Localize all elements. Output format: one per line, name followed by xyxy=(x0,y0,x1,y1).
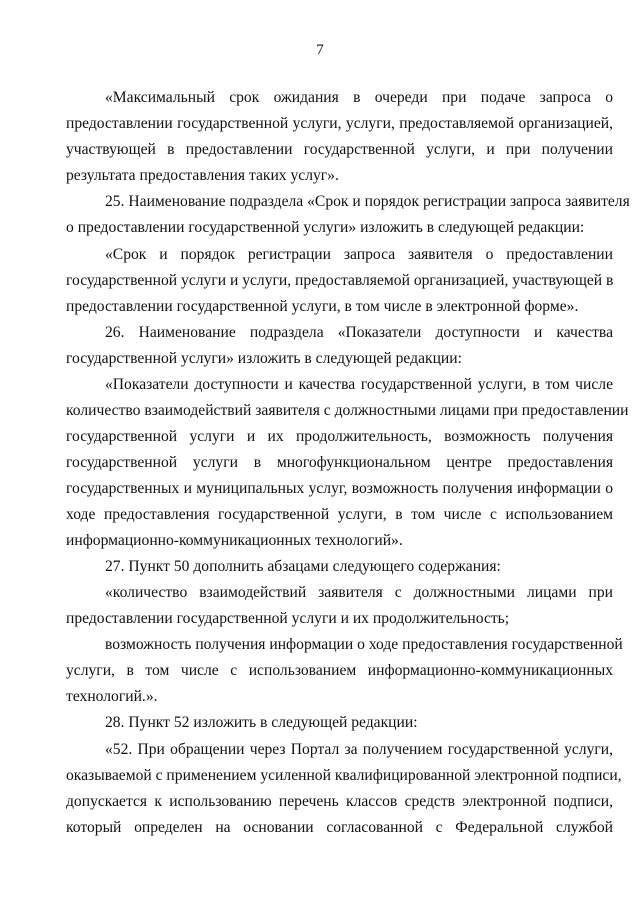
text-line: о предоставлении государственной услуги» изложить в следующей редакции: xyxy=(66,219,585,236)
page-number: 7 xyxy=(316,42,324,58)
text-line: услуги, в том числе с использованием информационно-коммуникационных xyxy=(66,662,613,679)
text-line: «52. При обращении через Портал за получением государственной услуги, xyxy=(105,741,613,758)
text-line: возможность получения информации о ходе предоставления государственной xyxy=(105,636,623,653)
text-line: государственной услуги и их продолжительность, возможность получения xyxy=(66,428,613,445)
text-line: 26. Наименование подраздела «Показатели доступности и качества xyxy=(105,324,613,341)
text-line: технологий.». xyxy=(66,688,158,705)
text-line: количество взаимодействий заявителя с должностными лицами при предоставлении xyxy=(66,402,629,419)
text-line: который определен на основании согласованной с Федеральной службой xyxy=(66,819,613,836)
text-line: «Показатели доступности и качества государственной услуги, в том числе xyxy=(105,376,613,393)
text-line: результата предоставления таких услуг». xyxy=(66,167,339,184)
text-line: государственной услуги в многофункциональном центре предоставления xyxy=(66,454,613,471)
text-line: 27. Пункт 50 дополнить абзацами следующего содержания: xyxy=(105,558,501,575)
text-line: предоставлении государственной услуги и их продолжительность; xyxy=(66,610,510,627)
text-line: государственных и муниципальных услуг, возможность получения информации о xyxy=(66,480,613,497)
text-line: допускается к использованию перечень классов средств электронной подписи, xyxy=(66,793,613,810)
text-line: предоставлении государственной услуги, в том числе в электронной форме». xyxy=(66,298,579,315)
text-line: участвующей в предоставлении государственной услуги, и при получении xyxy=(66,141,613,158)
text-line: предоставлении государственной услуги, услуги, предоставляемой организацией, xyxy=(66,115,613,132)
text-line: государственной услуги и услуги, предоставляемой организацией, участвующей в xyxy=(66,272,614,289)
text-line: государственной услуги» изложить в следующей редакции: xyxy=(66,350,462,367)
text-line: оказываемой с применением усиленной квалифицированной электронной подписи, xyxy=(66,767,622,784)
text-line: 25. Наименование подраздела «Срок и порядок регистрации запроса заявителя xyxy=(105,193,630,210)
text-line: информационно-коммуникационных технологий». xyxy=(66,532,403,549)
text-line: «Максимальный срок ожидания в очереди при подаче запроса о xyxy=(105,89,613,106)
text-line: «Срок и порядок регистрации запроса заявителя о предоставлении xyxy=(105,246,613,263)
text-line: 28. Пункт 52 изложить в следующей редакции: xyxy=(105,714,418,731)
text-line: «количество взаимодействий заявителя с должностными лицами при xyxy=(105,584,613,601)
text-line: ходе предоставления государственной услуги, в том числе с использованием xyxy=(66,506,613,523)
